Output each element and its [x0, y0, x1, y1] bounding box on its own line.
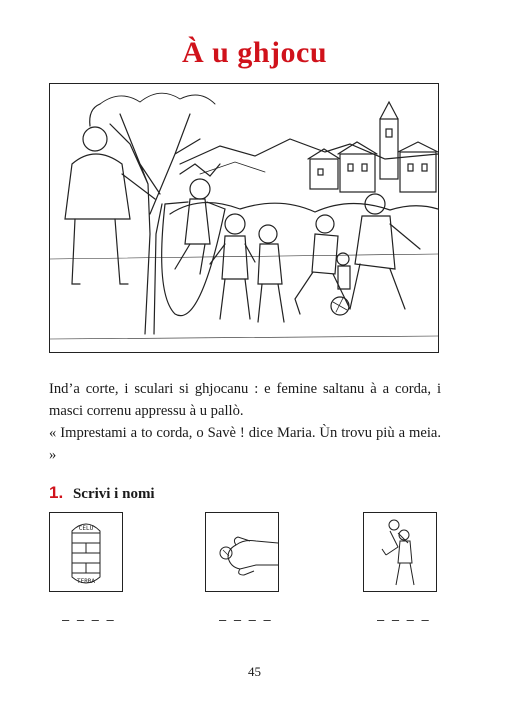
answer-blank-1[interactable]: – – – –	[62, 612, 116, 627]
exercise-number: 1.	[49, 483, 64, 502]
schoolyard-illustration	[49, 83, 439, 353]
paragraph-1: Ind’a corte, i sculari si ghjocanu : e femine saltanu à a corda, i masci correnu appressu à u pallò.	[49, 381, 441, 419]
hopscotch-bottom-label: TERRA	[76, 578, 96, 585]
story-text	[49, 378, 441, 466]
page-number: 45	[248, 664, 261, 679]
paragraph-2: « Imprestami a to corda, o Savè ! dice Maria. Ùn trovu più a meia. »	[49, 425, 441, 463]
hand-with-marble-picture-box	[205, 512, 279, 592]
page-title: À u ghjocu	[181, 36, 328, 69]
piggyback-children-picture-box	[363, 512, 437, 592]
hopscotch-top-label: CELU	[78, 525, 94, 532]
answer-blank-2[interactable]: – – – –	[219, 612, 273, 627]
hopscotch-picture-box	[49, 512, 123, 592]
exercise-heading	[49, 483, 155, 503]
answer-blank-3[interactable]: – – – –	[377, 612, 431, 627]
exercise-instruction: Scrivi i nomi	[72, 486, 155, 502]
